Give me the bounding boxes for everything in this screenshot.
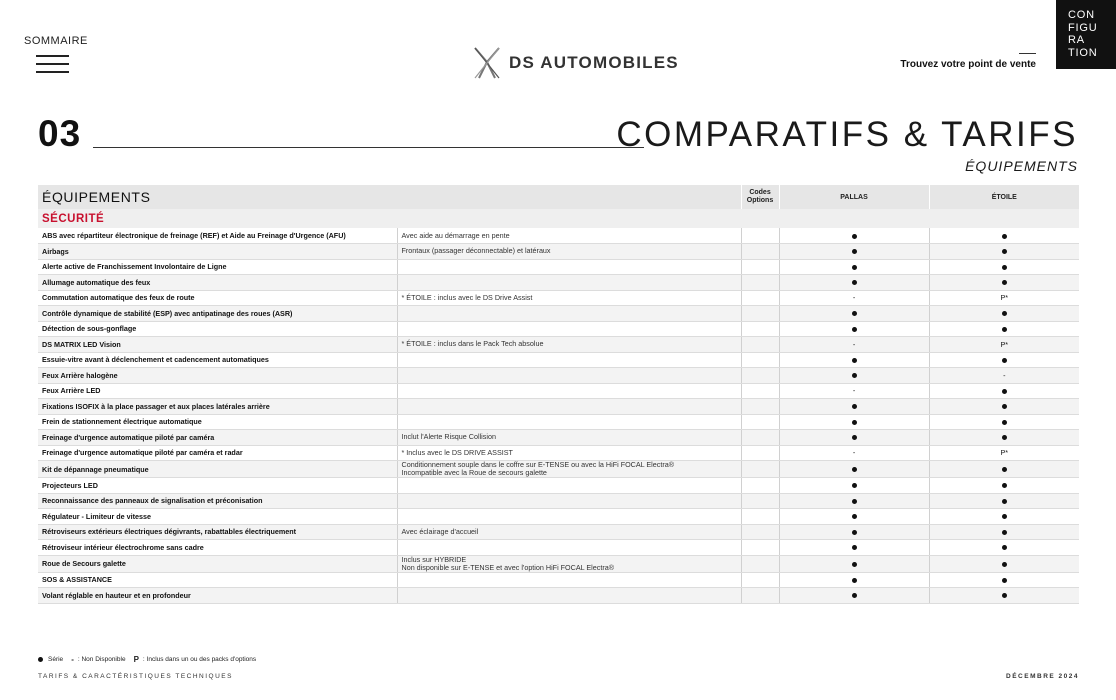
equipment-note <box>397 383 741 399</box>
menu-label[interactable]: SOMMAIRE <box>24 35 88 47</box>
value-etoile: P* <box>929 445 1079 461</box>
table-row <box>38 430 1079 446</box>
table-row <box>38 244 1079 260</box>
value-etoile <box>929 524 1079 540</box>
equipment-note <box>397 461 741 478</box>
value-etoile: - <box>929 368 1079 384</box>
hamburger-menu-icon[interactable] <box>36 55 69 73</box>
value-pallas <box>779 478 929 494</box>
bullet-icon <box>1002 358 1007 363</box>
equipment-note <box>397 228 741 244</box>
bullet-icon <box>1002 280 1007 285</box>
equipment-note-line: Avec éclairage d'accueil <box>401 526 479 536</box>
bullet-icon <box>1002 327 1007 332</box>
equipment-name: Allumage automatique des feux <box>38 275 397 291</box>
value-pallas <box>779 540 929 556</box>
value-etoile <box>929 540 1079 556</box>
page-title: COMPARATIFS & TARIFS <box>616 115 1078 154</box>
value-pallas <box>779 572 929 588</box>
equipment-note <box>397 445 741 461</box>
page-subtitle: ÉQUIPEMENTS <box>965 158 1078 174</box>
bullet-icon <box>1002 404 1007 409</box>
table-row <box>38 337 1079 353</box>
option-code <box>741 555 779 572</box>
equipment-name: Freinage d'urgence automatique piloté par caméra <box>38 430 397 446</box>
value-etoile <box>929 414 1079 430</box>
bullet-icon <box>852 435 857 440</box>
value-pallas <box>779 493 929 509</box>
table-row <box>38 509 1079 525</box>
option-code <box>741 572 779 588</box>
option-code <box>741 306 779 322</box>
equipment-note <box>397 540 741 556</box>
equipment-note-line: Conditionnement souple dans le coffre sur E-TENSE ou avec la HiFi FOCAL Electra® <box>401 460 675 469</box>
bullet-icon <box>852 265 857 270</box>
option-code <box>741 588 779 604</box>
equipment-note-line: Non disponible sur E-TENSE et avec l'option HiFi FOCAL Electra® <box>401 562 615 572</box>
bullet-icon <box>1002 265 1007 270</box>
value-etoile <box>929 352 1079 368</box>
category-label: SÉCURITÉ <box>38 209 1079 228</box>
value-etoile <box>929 228 1079 244</box>
equipment-name: Frein de stationnement électrique automatique <box>38 414 397 430</box>
header-equipments: ÉQUIPEMENTS <box>38 185 741 209</box>
value-etoile <box>929 306 1079 322</box>
equipment-note-line: Inclut l'Alerte Risque Collision <box>401 432 496 442</box>
equipment-table <box>38 185 1079 604</box>
legend-pack <box>134 655 257 664</box>
value-pallas <box>779 509 929 525</box>
footer-section-title: TARIFS & CARACTÉRISTIQUES TECHNIQUES <box>38 673 233 680</box>
equipment-note <box>397 478 741 494</box>
pack-icon: P <box>133 655 139 664</box>
equipment-note <box>397 321 741 337</box>
footer-date: DÉCEMBRE 2024 <box>1006 673 1079 680</box>
value-pallas <box>779 588 929 604</box>
value-pallas: - <box>779 290 929 306</box>
table-row <box>38 445 1079 461</box>
equipment-name: ABS avec répartiteur électronique de freinage (REF) et Aide au Freinage d'Urgence (AFU) <box>38 228 397 244</box>
equipment-note <box>397 572 741 588</box>
section-number: 03 <box>38 113 82 154</box>
header-codes-options: Codes Options <box>741 185 779 209</box>
table-row <box>38 572 1079 588</box>
bullet-icon <box>852 249 857 254</box>
equipment-note <box>397 588 741 604</box>
value-etoile <box>929 555 1079 572</box>
table-row <box>38 321 1079 337</box>
equipment-note <box>397 290 741 306</box>
value-etoile <box>929 321 1079 337</box>
value-pallas <box>779 430 929 446</box>
equipment-name: SOS & ASSISTANCE <box>38 572 397 588</box>
table-header-row <box>38 185 1079 209</box>
equipment-note <box>397 509 741 525</box>
table-row <box>38 540 1079 556</box>
legend-non-dispo <box>71 655 125 664</box>
value-pallas: - <box>779 383 929 399</box>
bullet-icon <box>852 467 857 472</box>
bullet-icon <box>852 530 857 535</box>
bullet-icon <box>852 234 857 239</box>
option-code <box>741 493 779 509</box>
equipment-note <box>397 555 741 572</box>
value-etoile <box>929 399 1079 415</box>
bullet-icon <box>1002 562 1007 567</box>
option-code <box>741 244 779 260</box>
brand-name: DS AUTOMOBILES <box>509 53 679 72</box>
table-row <box>38 290 1079 306</box>
bullet-icon <box>1002 389 1007 394</box>
configuration-button[interactable] <box>1056 0 1116 69</box>
equipment-name: Volant réglable en hauteur et en profondeur <box>38 588 397 604</box>
table-row <box>38 478 1079 494</box>
bullet-icon <box>852 280 857 285</box>
legend <box>38 655 264 664</box>
equipment-note-line: Frontaux (passager déconnectable) et latéraux <box>401 246 551 256</box>
value-etoile <box>929 430 1079 446</box>
bullet-icon <box>1002 578 1007 583</box>
option-code <box>741 352 779 368</box>
value-pallas: - <box>779 445 929 461</box>
equipment-note <box>397 414 741 430</box>
value-etoile <box>929 572 1079 588</box>
bullet-icon <box>1002 483 1007 488</box>
value-etoile <box>929 478 1079 494</box>
legend-pack-label: : Inclus dans un ou des packs d'options <box>142 656 257 663</box>
value-etoile <box>929 244 1079 260</box>
table-row <box>38 352 1079 368</box>
table-row <box>38 259 1079 275</box>
equipment-name: Fixations ISOFIX à la place passager et aux places latérales arrière <box>38 399 397 415</box>
equipment-note <box>397 524 741 540</box>
value-etoile <box>929 259 1079 275</box>
table-row <box>38 493 1079 509</box>
config-line: TION <box>1068 46 1098 59</box>
bullet-icon <box>1002 249 1007 254</box>
bullet-icon <box>1002 499 1007 504</box>
value-pallas <box>779 368 929 384</box>
bullet-icon <box>1002 545 1007 550</box>
value-pallas <box>779 352 929 368</box>
value-pallas <box>779 399 929 415</box>
option-code <box>741 321 779 337</box>
equipment-note <box>397 352 741 368</box>
table-row <box>38 555 1079 572</box>
bullet-icon <box>852 499 857 504</box>
bullet-icon <box>852 562 857 567</box>
value-pallas <box>779 555 929 572</box>
bullet-icon <box>852 358 857 363</box>
table-row <box>38 399 1079 415</box>
value-pallas <box>779 306 929 322</box>
equipment-note-line: * Inclus avec le DS DRIVE ASSIST <box>401 447 513 457</box>
equipment-note <box>397 306 741 322</box>
value-etoile <box>929 493 1079 509</box>
table-row <box>38 414 1079 430</box>
bullet-icon <box>38 657 43 662</box>
equipment-name: Commutation automatique des feux de route <box>38 290 397 306</box>
legend-serie <box>38 656 63 663</box>
bullet-icon <box>852 578 857 583</box>
option-code <box>741 540 779 556</box>
bullet-icon <box>1002 514 1007 519</box>
table-row <box>38 368 1079 384</box>
equipment-name: Feux Arrière halogène <box>38 368 397 384</box>
bullet-icon <box>1002 467 1007 472</box>
dealer-divider <box>1019 53 1036 54</box>
equipment-name: DS MATRIX LED Vision <box>38 337 397 353</box>
category-row <box>38 209 1079 228</box>
value-pallas <box>779 244 929 260</box>
equipment-name: Contrôle dynamique de stabilité (ESP) avec antipatinage des roues (ASR) <box>38 306 397 322</box>
bullet-icon <box>852 545 857 550</box>
dash-icon: - <box>71 655 74 664</box>
option-code <box>741 430 779 446</box>
value-pallas <box>779 414 929 430</box>
option-code <box>741 259 779 275</box>
bullet-icon <box>852 593 857 598</box>
table-row <box>38 306 1079 322</box>
equipment-name: Kit de dépannage pneumatique <box>38 461 397 478</box>
bullet-icon <box>1002 420 1007 425</box>
config-line: FIGU <box>1068 21 1098 34</box>
bullet-icon <box>1002 311 1007 316</box>
equipment-name: Régulateur - Limiteur de vitesse <box>38 509 397 525</box>
table-row <box>38 275 1079 291</box>
option-code <box>741 228 779 244</box>
option-code <box>741 524 779 540</box>
equipment-note <box>397 430 741 446</box>
config-line: CON <box>1068 9 1095 21</box>
option-code <box>741 290 779 306</box>
value-pallas <box>779 524 929 540</box>
value-etoile <box>929 461 1079 478</box>
option-code <box>741 414 779 430</box>
bullet-icon <box>852 327 857 332</box>
equipment-note <box>397 275 741 291</box>
equipment-name: Détection de sous-gonflage <box>38 321 397 337</box>
equipment-note <box>397 399 741 415</box>
equipment-note <box>397 368 741 384</box>
equipment-name: Feux Arrière LED <box>38 383 397 399</box>
value-pallas: - <box>779 337 929 353</box>
equipment-note <box>397 337 741 353</box>
value-etoile <box>929 275 1079 291</box>
bullet-icon <box>852 420 857 425</box>
bullet-icon <box>852 483 857 488</box>
header-pallas: PALLAS <box>779 185 929 209</box>
equipment-name: Rétroviseurs extérieurs électriques dégivrants, rabattables électriquement <box>38 524 397 540</box>
find-dealer-link[interactable]: Trouvez votre point de vente <box>900 59 1036 70</box>
option-code <box>741 445 779 461</box>
equipment-note-line: * ÉTOILE : inclus avec le DS Drive Assist <box>401 292 533 302</box>
equipment-name: Rétroviseur intérieur électrochrome sans cadre <box>38 540 397 556</box>
equipment-name: Roue de Secours galette <box>38 555 397 572</box>
value-pallas <box>779 321 929 337</box>
option-code <box>741 368 779 384</box>
bullet-icon <box>852 311 857 316</box>
option-code <box>741 478 779 494</box>
value-etoile: P* <box>929 290 1079 306</box>
config-line: RA <box>1068 34 1085 46</box>
equipment-name: Projecteurs LED <box>38 478 397 494</box>
header-etoile: ÉTOILE <box>929 185 1079 209</box>
equipment-note <box>397 259 741 275</box>
value-pallas <box>779 461 929 478</box>
equipment-name: Airbags <box>38 244 397 260</box>
legend-non-dispo-label: : Non Disponible <box>77 656 126 663</box>
bullet-icon <box>852 373 857 378</box>
option-code <box>741 275 779 291</box>
equipment-name: Freinage d'urgence automatique piloté par caméra et radar <box>38 445 397 461</box>
bullet-icon <box>1002 435 1007 440</box>
option-code <box>741 337 779 353</box>
ds-emblem-icon <box>471 44 503 82</box>
value-etoile: P* <box>929 337 1079 353</box>
value-pallas <box>779 275 929 291</box>
value-pallas <box>779 259 929 275</box>
bullet-icon <box>1002 593 1007 598</box>
table-row <box>38 383 1079 399</box>
equipment-note-line: Inclus sur HYBRIDE <box>401 554 467 564</box>
bullet-icon <box>852 514 857 519</box>
equipment-name: Reconnaissance des panneaux de signalisation et préconisation <box>38 493 397 509</box>
table-row <box>38 588 1079 604</box>
equipment-note-line: * ÉTOILE : inclus dans le Pack Tech absolue <box>401 339 544 349</box>
table-row <box>38 461 1079 478</box>
equipment-note <box>397 493 741 509</box>
equipment-name: Alerte active de Franchissement Involontaire de Ligne <box>38 259 397 275</box>
value-pallas <box>779 228 929 244</box>
option-code <box>741 399 779 415</box>
equipment-note <box>397 244 741 260</box>
equipment-name: Essuie-vitre avant à déclenchement et cadencement automatiques <box>38 352 397 368</box>
option-code <box>741 461 779 478</box>
option-code <box>741 509 779 525</box>
bullet-icon <box>852 404 857 409</box>
value-etoile <box>929 383 1079 399</box>
table-row <box>38 524 1079 540</box>
bullet-icon <box>1002 530 1007 535</box>
table-row <box>38 228 1079 244</box>
value-etoile <box>929 588 1079 604</box>
value-etoile <box>929 509 1079 525</box>
equipment-note-line: Incompatible avec la Roue de secours galette <box>401 468 547 477</box>
bullet-icon <box>1002 234 1007 239</box>
legend-serie-label: Série <box>48 656 64 663</box>
brand-logo[interactable] <box>471 44 679 82</box>
option-code <box>741 383 779 399</box>
equipment-note-line: Avec aide au démarrage en pente <box>401 230 510 240</box>
section-divider <box>93 147 644 148</box>
